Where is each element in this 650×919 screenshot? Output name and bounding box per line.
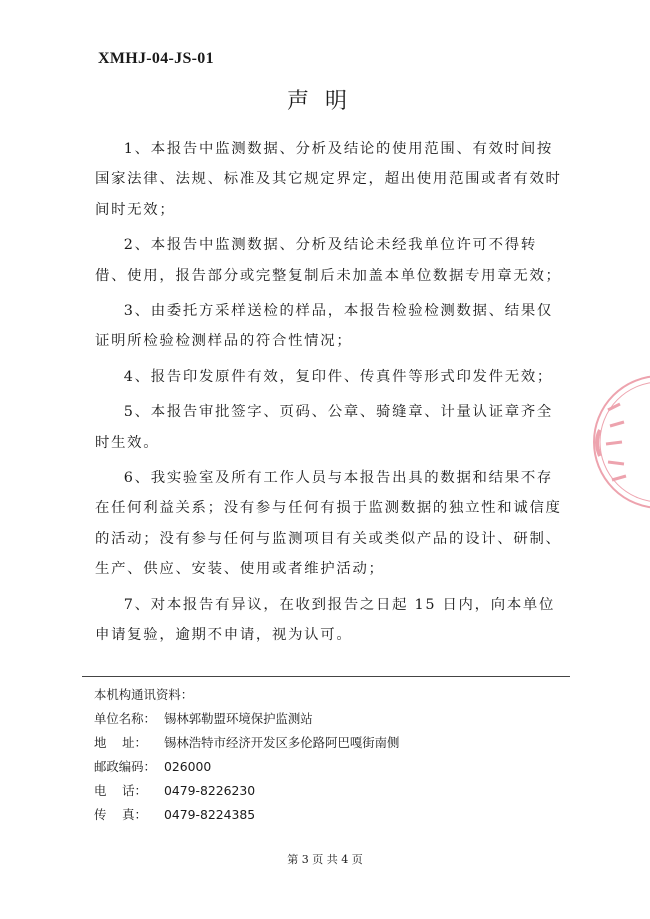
document-code: XMHJ-04-JS-01: [98, 50, 214, 67]
contact-label: 传 真：: [94, 807, 147, 822]
clause-4: 4、报告印发原件有效，复印件、传真件等形式印发件无效；: [123, 368, 554, 385]
contact-info: [82, 676, 570, 827]
clause-3: 3、由委托方采样送检的样品，本报告检验检测数据、结果仅证明所检验检测样品的符合性情况；: [95, 303, 554, 350]
contact-row-fax: [94, 803, 570, 827]
contact-label: 地 址：: [94, 735, 147, 750]
contact-value: 0479-8224385: [164, 807, 256, 822]
contact-value: 0479-8226230: [164, 783, 256, 798]
contact-heading: 本机构通讯资料：: [94, 687, 194, 702]
contact-row-name: [94, 707, 570, 731]
contact-row-postcode: [94, 755, 570, 779]
page-number: 第 3 页 共 4 页: [287, 853, 363, 866]
seal-stamp-icon: [588, 370, 650, 520]
clause-7: 7、对本报告有异议，在收到报告之日起 15 日内，向本单位申请复验，逾期不申请，视为认可。: [95, 596, 556, 644]
contact-row-phone: [94, 779, 570, 803]
contact-value: 026000: [164, 759, 212, 774]
contact-value: 锡林浩特市经济开发区多伦路阿巴嘎街南侧: [164, 735, 400, 750]
declaration-clauses: [95, 134, 567, 656]
clause-1: 1、本报告中监测数据、分析及结论的使用范围、有效时间按国家法律、法规、标准及其它规定界定，超出使用范围或者有效时间时无效；: [95, 141, 562, 218]
clause-6: 6、我实验室及所有工作人员与本报告出具的数据和结果不存在任何利益关系；没有参与任何有损于监测数据的独立性和诚信度的活动；没有参与任何与监测项目有关或类似产品的设计、研制、生产、供应、安装、使用或者维护活动；: [95, 470, 562, 578]
clause-2: 2、本报告中监测数据、分析及结论未经我单位许可不得转借、使用，报告部分或完整复制后未加盖本单位数据专用章无效；: [95, 237, 562, 284]
contact-row-address: [94, 731, 570, 755]
page-title: 声明: [286, 89, 363, 114]
contact-value: 锡林郭勒盟环境保护监测站: [164, 711, 313, 726]
contact-label: 邮政编码：: [94, 759, 156, 774]
contact-label: 电 话：: [94, 783, 147, 798]
contact-label: 单位名称：: [94, 711, 156, 726]
clause-5: 5、本报告审批签字、页码、公章、骑缝章、计量认证章齐全时生效。: [95, 404, 554, 451]
